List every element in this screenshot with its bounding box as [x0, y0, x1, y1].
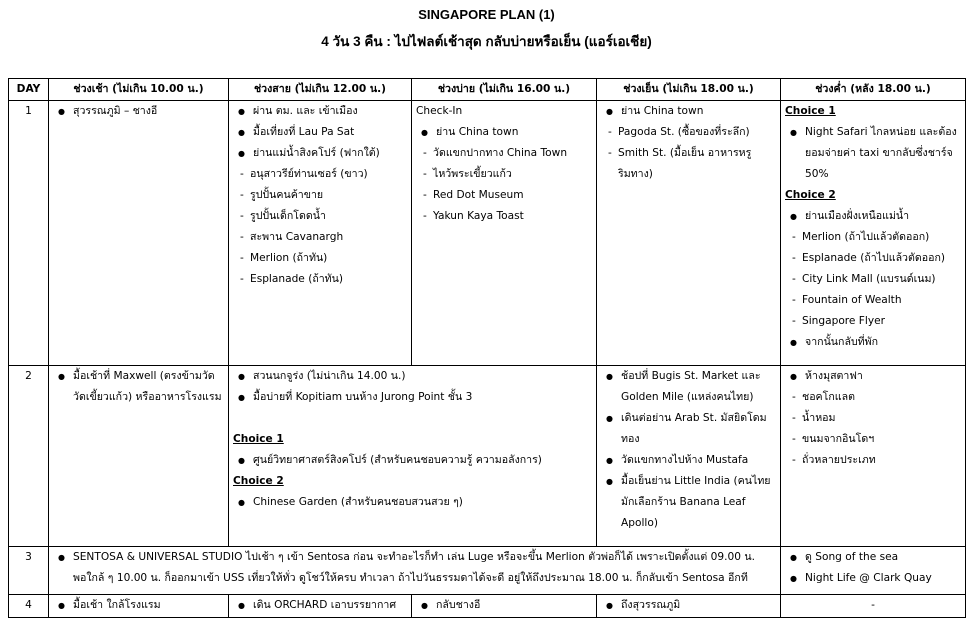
header-afternoon: ช่วงบ่าย (ไม่เกิน 16.00 น.) — [412, 79, 597, 101]
page-title: SINGAPORE PLAN (1) — [418, 7, 555, 22]
night-cell — [781, 547, 966, 595]
list-item: ● เดินต่อย่าน Arab St. มัสยิดโดม — [601, 408, 776, 429]
morning-cell — [49, 101, 229, 366]
sub-item: - Pagoda St. (ซื้อของที่ระลึก) — [601, 122, 776, 143]
evening-cell — [597, 101, 781, 366]
list-item-continued: Golden Mile (แหล่งคนไทย) — [621, 391, 754, 403]
day-cell: 1 — [9, 101, 49, 366]
sub-item: - วัดแขกปากทาง China Town — [416, 143, 592, 164]
list-item: ● มื้อเช้าที่ Maxwell (ตรงข้ามวัด — [53, 366, 224, 387]
day-cell: 2 — [9, 366, 49, 547]
list-item: ● ศูนย์วิทยาศาสตร์สิงคโปร์ (สำหรับคนชอบความรู้ ความอลังการ) — [233, 450, 592, 471]
header-row — [9, 79, 966, 101]
sub-item: - รูปปั้นคนค้าขาย — [233, 185, 407, 206]
afternoon-cell — [412, 101, 597, 366]
list-item: ● จากนั้นกลับที่พัก — [785, 332, 961, 353]
night-cell — [781, 101, 966, 366]
header-day: DAY — [9, 79, 49, 101]
list-item: ● มื้อเย็นย่าน Little India (คนไทย — [601, 471, 776, 492]
list-item: ● กลับชางอี — [416, 595, 592, 616]
sub-item: - ชอคโกแลต — [785, 387, 961, 408]
day-cell: 4 — [9, 595, 49, 618]
full-day-cell — [49, 547, 781, 595]
list-item: ● ย่านเมืองฝั่งเหนือแม่น้ำ — [785, 206, 961, 227]
header-morning: ช่วงเช้า (ไม่เกิน 10.00 น.) — [49, 79, 229, 101]
sub-item: - Esplanade (ถ้าไปแล้วตัดออก) — [785, 248, 961, 269]
list-item: ● มื้อเช้า ใกล้โรงแรม — [53, 595, 224, 616]
table-row — [9, 547, 966, 595]
list-item: ● สุวรรณภูมิ – ชางอี — [53, 101, 224, 122]
table-row — [9, 366, 966, 547]
list-item: ● ห้างมุสตาฟา — [785, 366, 961, 387]
evening-cell — [597, 366, 781, 547]
sub-item: - รูปปั้นเด็กโดดน้ำ — [233, 206, 407, 227]
list-item: ● ย่านแม่น้ำสิงคโปร์ (ฟากใต้) — [233, 143, 407, 164]
choice-heading: Choice 2 — [233, 475, 284, 487]
sub-item: - Singapore Flyer — [785, 311, 961, 332]
sub-item: - ไหว้พระเขี้ยวแก้ว — [416, 164, 592, 185]
late-morning-cell — [229, 101, 412, 366]
sub-item: - ถั่วหลายประเภท — [785, 450, 961, 471]
list-item: ● Chinese Garden (สำหรับคนชอบสวนสวย ๆ) — [233, 492, 592, 513]
morning-cell — [49, 366, 229, 547]
list-item-continued: ยอมจ่ายค่า taxi ขากลับซึ่งชาร์จ — [805, 147, 953, 159]
list-item-continued: Apollo) — [621, 517, 658, 529]
header-late-morning: ช่วงสาย (ไม่เกิน 12.00 น.) — [229, 79, 412, 101]
sub-item: - อนุสาวรีย์ท่านเซอร์ (ขาว) — [233, 164, 407, 185]
sub-item: - น้ำหอม — [785, 408, 961, 429]
list-item: ● มื้อบ่ายที่ Kopitiam บนห้าง Jurong Point ชั้น 3 — [233, 387, 592, 408]
list-item: ● สวนนกจูร่ง (ไม่น่าเกิน 14.00 น.) — [233, 366, 592, 387]
list-item: ● Night Life @ Clark Quay — [785, 568, 961, 589]
day-cell: 3 — [9, 547, 49, 595]
sub-item: - Yakun Kaya Toast — [416, 206, 592, 227]
list-item-continued: พอใกล้ ๆ 10.00 น. ก็ออกมาเข้า USS เที่ยวให้ทั่ว ดูโชว์ให้ครบ ทำเวลา ถ้าไปวันธรรมดาได้จะดี อยู่ให้ถึงประมาณ 18.00 น. ก็กลับเข้า Sentosa อีกที — [73, 572, 748, 584]
list-item: ● วัดแขกทางไปห้าง Mustafa — [601, 450, 776, 471]
header-evening: ช่วงเย็น (ไม่เกิน 18.00 น.) — [597, 79, 781, 101]
list-item-continued: ทอง — [621, 433, 640, 445]
header-night: ช่วงค่ำ (หลัง 18.00 น.) — [781, 79, 966, 101]
sub-item: - Merlion (ถ้าไปแล้วตัดออก) — [785, 227, 961, 248]
choice-heading: Choice 1 — [785, 105, 836, 117]
sub-item: - Red Dot Museum — [416, 185, 592, 206]
afternoon-cell — [412, 595, 597, 618]
late-morning-cell — [229, 595, 412, 618]
table-row — [9, 101, 966, 366]
page-subtitle: 4 วัน 3 คืน : ไปไฟลต์เช้าสุด กลับบ่ายหรือเย็น (แอร์เอเชีย) — [321, 34, 652, 49]
table-row — [9, 595, 966, 618]
sub-item-continued: ริมทาง) — [618, 168, 653, 180]
sub-item: - ขนมจากอินโดฯ — [785, 429, 961, 450]
list-item-continued: 50% — [805, 168, 829, 180]
sub-item: - Esplanade (ถ้าทัน) — [233, 269, 407, 290]
list-item: ● ดู Song of the sea — [785, 547, 961, 568]
sub-item: - City Link Mall (แบรนด์เนม) — [785, 269, 961, 290]
sub-item: - สะพาน Cavanargh — [233, 227, 407, 248]
choice-heading: Choice 1 — [233, 433, 284, 445]
spacer — [233, 408, 592, 429]
sub-item: - Smith St. (มื้อเย็น อาหารหรู — [601, 143, 776, 164]
night-cell: - — [781, 595, 966, 618]
list-item: ● Night Safari ไกลหน่อย และต้อง — [785, 122, 961, 143]
list-item: ● เดิน ORCHARD เอาบรรยากาศ — [233, 595, 407, 616]
night-cell — [781, 366, 966, 547]
itinerary-table — [8, 78, 966, 618]
list-item: ● ย่าน China town — [601, 101, 776, 122]
list-item: ● ย่าน China town — [416, 122, 592, 143]
checkin-text: Check-In — [416, 105, 463, 117]
morning-cell — [49, 595, 229, 618]
list-item: ● ถึงสุวรรณภูมิ — [601, 595, 776, 616]
list-item: ● ผ่าน ตม. และ เข้าเมือง — [233, 101, 407, 122]
sub-item: - Merlion (ถ้าทัน) — [233, 248, 407, 269]
list-item: ● มื้อเที่ยงที่ Lau Pa Sat — [233, 122, 407, 143]
list-item: ● SENTOSA & UNIVERSAL STUDIO ไปเช้า ๆ เข้า Sentosa ก่อน จะทำอะไรก็ทำ เล่น Luge หรือจะขึ้น Merlion ตัวพ่อก็ได้ เพราะเปิดตั้งแต่ 09.00 น. — [53, 547, 776, 568]
sub-item: - Fountain of Wealth — [785, 290, 961, 311]
late-morning-afternoon-cell — [229, 366, 597, 547]
choice-heading: Choice 2 — [785, 189, 836, 201]
list-item-continued: วัดเขี้ยวแก้ว) หรืออาหารโรงแรม — [73, 391, 222, 403]
list-item-continued: มักเลือกร้าน Banana Leaf — [621, 496, 746, 508]
list-item: ● ช้อปที่ Bugis St. Market และ — [601, 366, 776, 387]
evening-cell — [597, 595, 781, 618]
